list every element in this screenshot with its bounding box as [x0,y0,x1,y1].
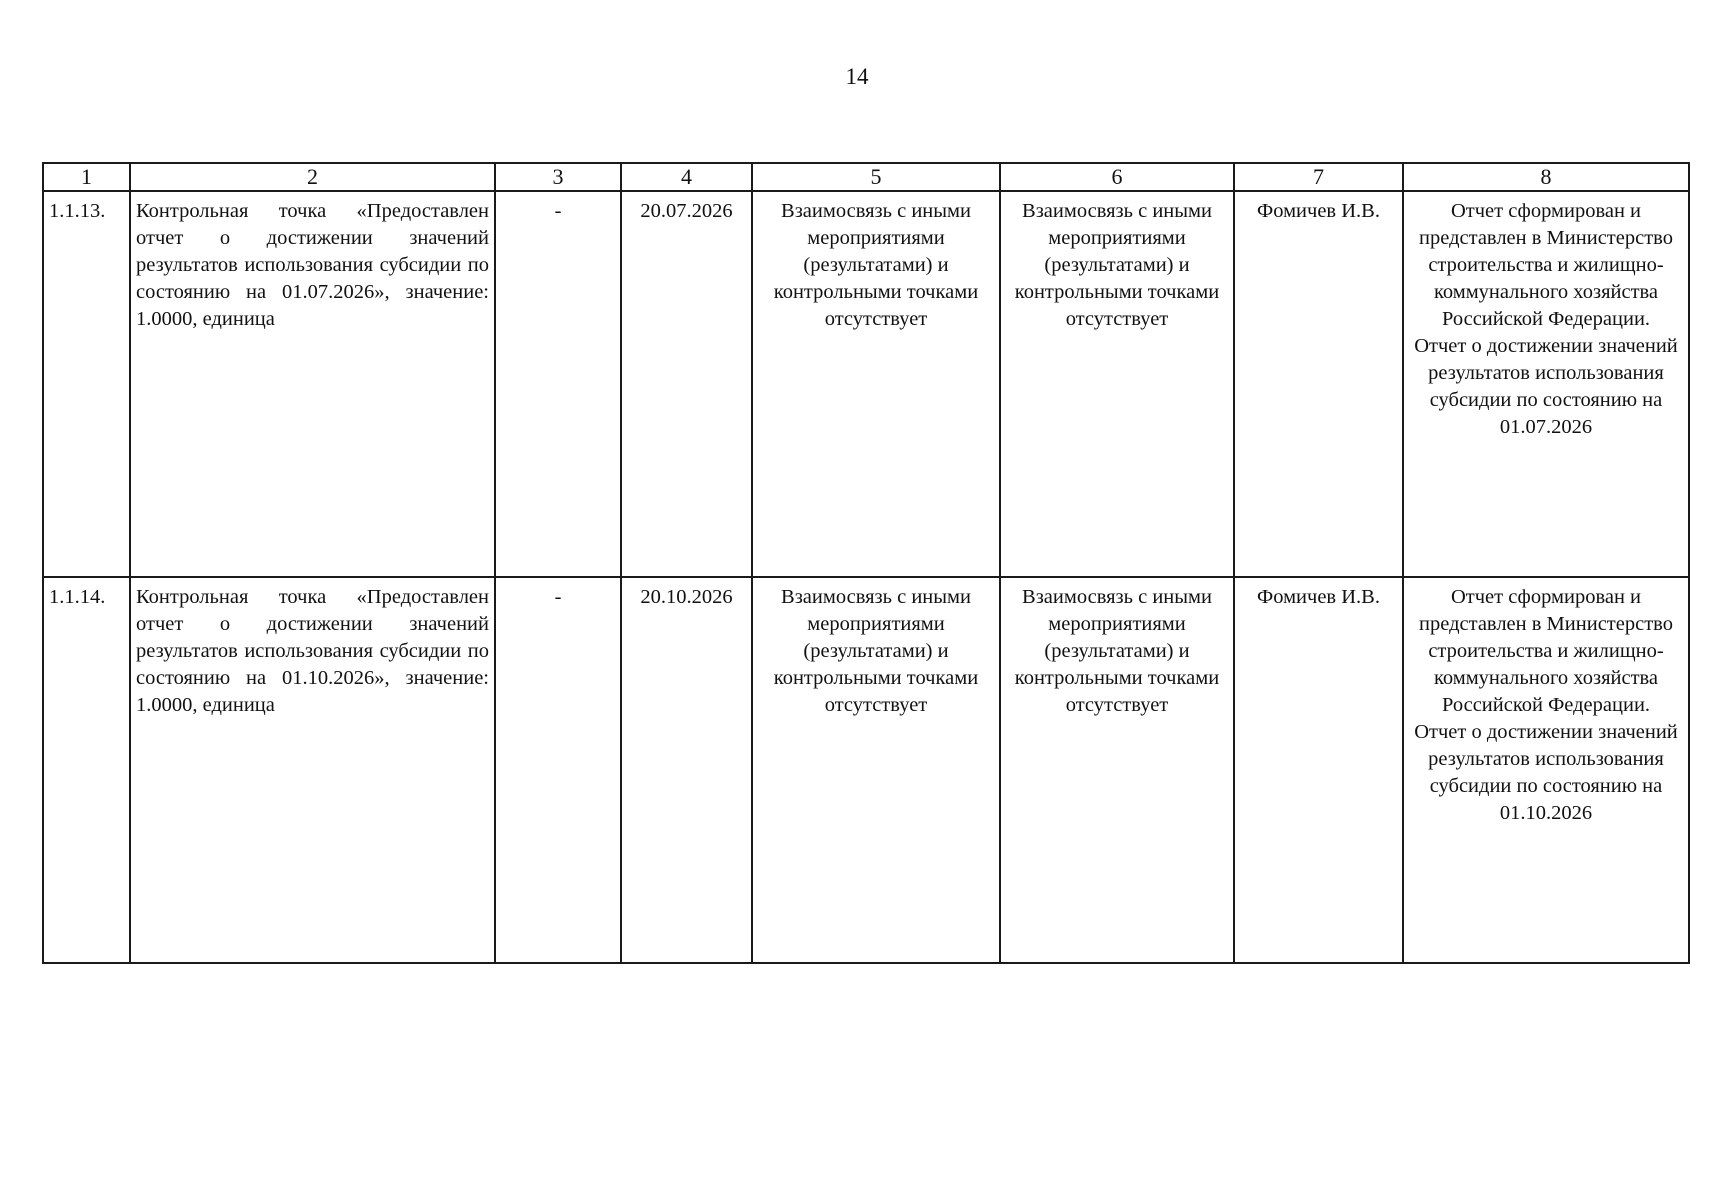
header-col-1: 1 [43,163,130,191]
header-row [43,163,1689,191]
header-col-3: 3 [495,163,621,191]
relation-text-col6: Взаимосвязь с иными мероприятиями (результатами) и контрольными точками отсутствует [1000,191,1234,577]
deadline-date: 20.07.2026 [621,191,752,577]
header-col-6: 6 [1000,163,1234,191]
deadline-date: 20.10.2026 [621,577,752,963]
relation-text-col5: Взаимосвязь с иными мероприятиями (результатами) и контрольными точками отсутствует [752,191,1000,577]
page-number: 14 [845,64,869,89]
responsible-person: Фомичев И.В. [1234,191,1403,577]
header-col-5: 5 [752,163,1000,191]
header-col-2: 2 [130,163,495,191]
header-col-8: 8 [1403,163,1689,191]
control-points-table [42,162,1690,964]
control-point-description: Контрольная точка «Предоставлен отчет о достижении значений результатов использования субсидии по состоянию на 01.07.2026», значение: 1.0000, единица [130,191,495,577]
row-number: 1.1.14. [43,577,130,963]
col3-value: - [495,577,621,963]
table-row [43,577,1689,963]
header-col-7: 7 [1234,163,1403,191]
table-row [43,191,1689,577]
relation-text-col5: Взаимосвязь с иными мероприятиями (результатами) и контрольными точками отсутствует [752,577,1000,963]
result-document: Отчет сформирован и представлен в Министерство строительства и жилищно-коммунального хозяйства Российской Федерации. Отчет о достижении значений результатов использования субсидии по состоянию на 01.07.2026 [1403,191,1689,577]
header-col-4: 4 [621,163,752,191]
responsible-person: Фомичев И.В. [1234,577,1403,963]
control-point-description: Контрольная точка «Предоставлен отчет о достижении значений результатов использования субсидии по состоянию на 01.10.2026», значение: 1.0000, единица [130,577,495,963]
relation-text-col6: Взаимосвязь с иными мероприятиями (результатами) и контрольными точками отсутствует [1000,577,1234,963]
row-number: 1.1.13. [43,191,130,577]
result-document: Отчет сформирован и представлен в Министерство строительства и жилищно-коммунального хозяйства Российской Федерации. Отчет о достижении значений результатов использования субсидии по состоянию на 01.10.2026 [1403,577,1689,963]
col3-value: - [495,191,621,577]
